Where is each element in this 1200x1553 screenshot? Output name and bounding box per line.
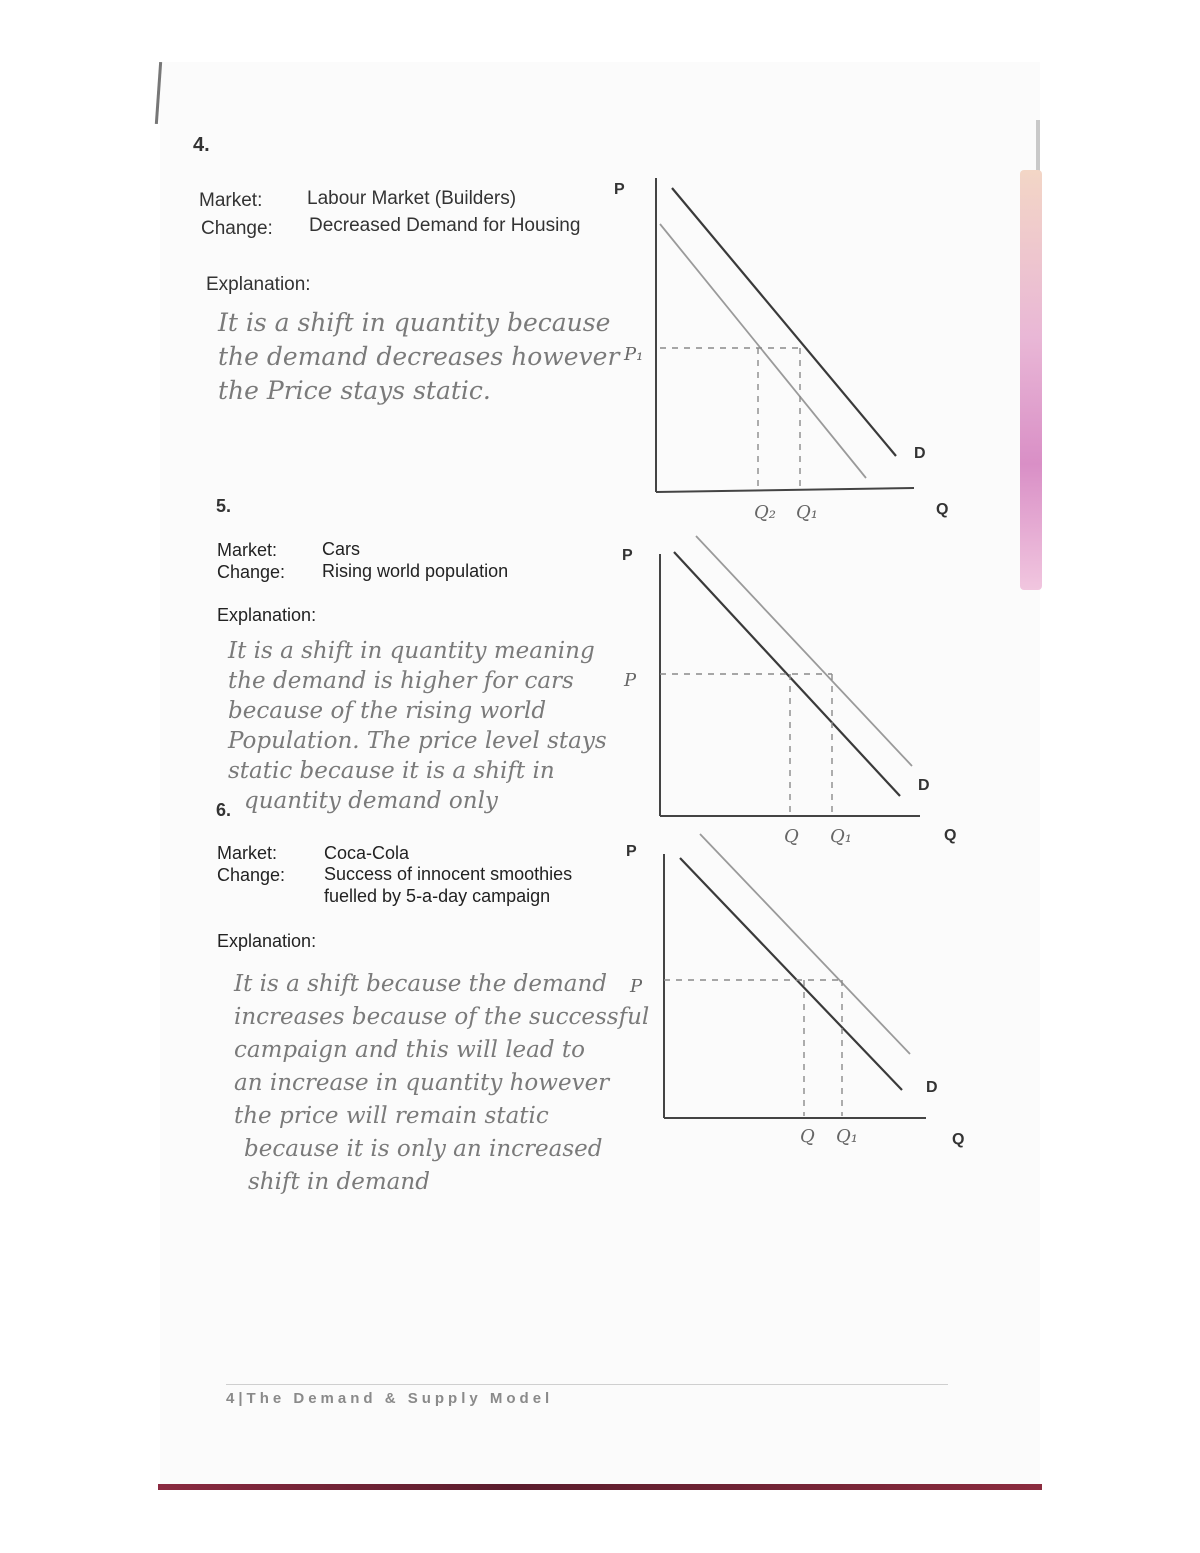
demand-graph-6 xyxy=(626,834,964,1148)
demand-curve-shifted xyxy=(660,224,866,478)
question-number: 6. xyxy=(216,800,232,820)
demand-curve-label: D xyxy=(926,1079,938,1096)
handwritten-answer: It is a shift in quantity meaning the demand is higher for cars because of the rising world Population. The price level stays static because it is a shift in quantity demand only xyxy=(228,638,607,814)
handwritten-answer: It is a shift in quantity because the demand decreases however the Price stays static. xyxy=(218,308,620,405)
change-value: Decreased Demand for Housing xyxy=(309,215,581,236)
question-number: 5. xyxy=(216,496,232,516)
quantity-mark-new: Q₁ xyxy=(830,826,852,847)
explanation-label: Explanation: xyxy=(217,605,317,625)
market-value: Coca-Cola xyxy=(324,843,410,863)
q-axis-label: Q xyxy=(944,827,957,844)
change-value: Rising world population xyxy=(322,561,509,581)
quantity-axis xyxy=(656,488,914,492)
demand-curve-original xyxy=(672,188,896,456)
explanation-label: Explanation: xyxy=(217,931,317,951)
demand-graph-4 xyxy=(614,178,948,523)
price-mark: P₁ xyxy=(624,344,644,365)
demand-curve-original xyxy=(674,552,900,796)
price-mark: P xyxy=(630,976,643,997)
p-axis-label: P xyxy=(622,547,633,564)
p-axis-label: P xyxy=(614,181,625,198)
question-number: 4. xyxy=(193,134,210,156)
quantity-mark-2: Q₂ xyxy=(754,502,776,523)
market-label: Market: xyxy=(199,190,263,211)
demand-curve-shifted xyxy=(696,536,912,766)
market-value: Cars xyxy=(322,539,361,559)
footer-rule xyxy=(226,1384,948,1385)
p-axis-label: P xyxy=(626,843,637,860)
explanation-label: Explanation: xyxy=(206,274,311,295)
market-label: Market: xyxy=(217,540,278,560)
q-axis-label: Q xyxy=(936,501,949,518)
quantity-mark-1: Q₁ xyxy=(796,502,818,523)
demand-graph-5 xyxy=(622,536,956,847)
demand-curve-label: D xyxy=(918,777,930,794)
q-axis-label: Q xyxy=(952,1131,965,1148)
quantity-mark-new: Q₁ xyxy=(836,1126,858,1147)
change-value-line-1: Success of innocent smoothies xyxy=(324,864,573,884)
quantity-mark-original: Q xyxy=(800,1126,815,1147)
demand-curve-original xyxy=(680,858,902,1090)
market-value: Labour Market (Builders) xyxy=(307,188,517,209)
change-label: Change: xyxy=(217,562,286,582)
price-mark: P xyxy=(624,670,637,691)
demand-curve-label: D xyxy=(914,445,926,462)
market-label: Market: xyxy=(217,843,278,863)
quantity-mark-original: Q xyxy=(784,826,799,847)
change-value-line-2: fuelled by 5-a-day campaign xyxy=(324,886,551,906)
change-label: Change: xyxy=(201,218,273,239)
handwritten-answer: It is a shift because the demand increases because of the successful campaign and this will lead to an increase in quantity however the price will remain static because it is only an increased shift in demand xyxy=(234,971,650,1195)
change-label: Change: xyxy=(217,865,286,885)
page-footer: 4|The Demand & Supply Model xyxy=(226,1390,554,1407)
demand-curve-shifted xyxy=(700,834,910,1054)
